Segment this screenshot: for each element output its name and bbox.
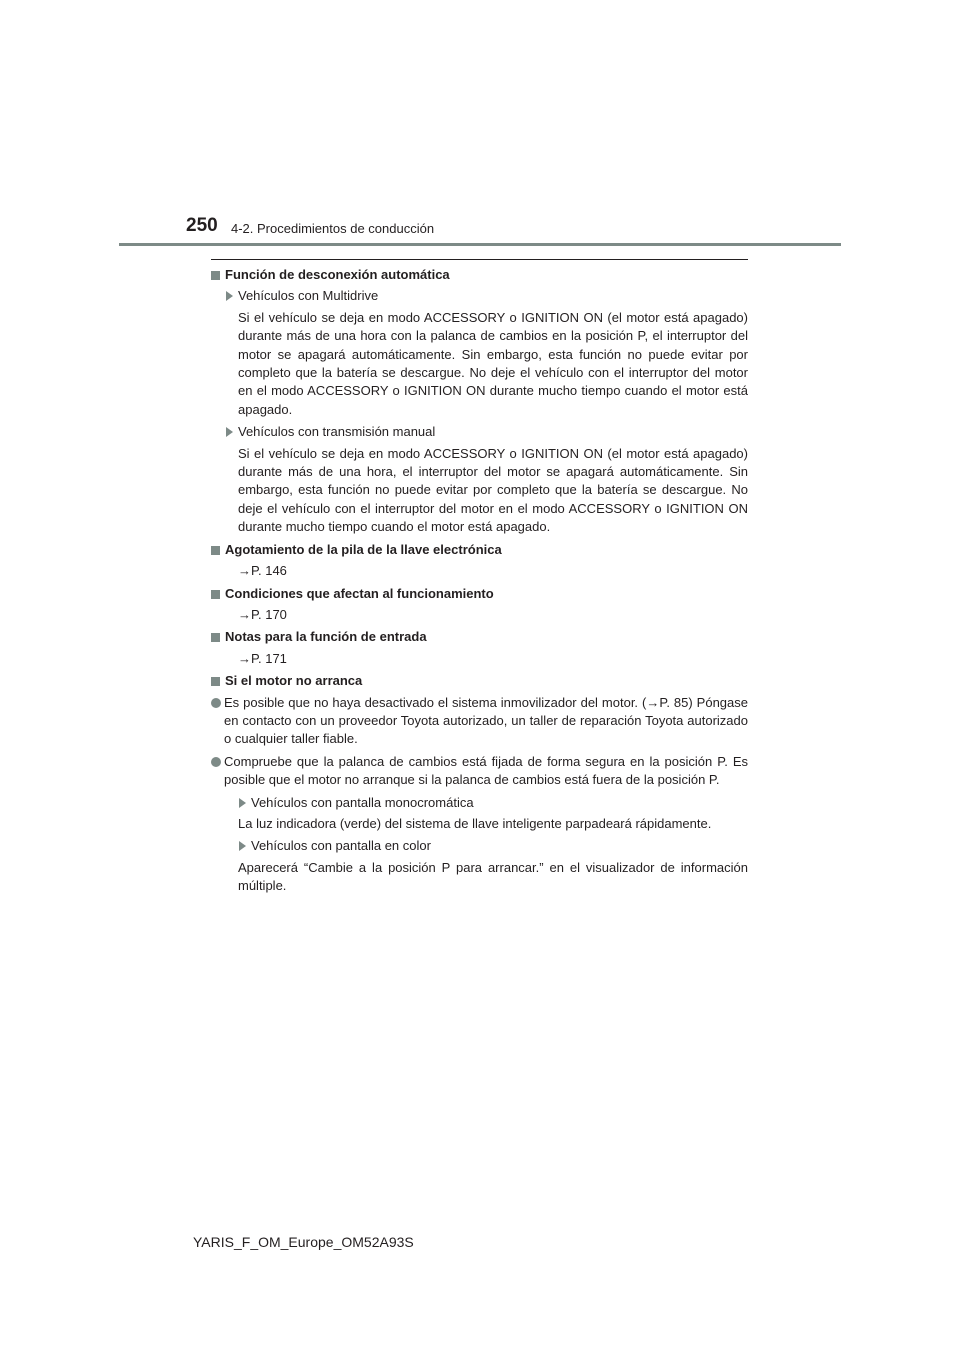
subheading-text: Vehículos con transmisión manual (238, 424, 436, 440)
header-rule (119, 243, 841, 246)
triangle-bullet-icon (226, 427, 233, 437)
conditions-section (211, 585, 748, 625)
triangle-bullet-icon (226, 291, 233, 301)
square-bullet-icon (211, 271, 220, 280)
list-item (211, 753, 748, 790)
no-start-section (211, 672, 748, 895)
page-number: 250 (186, 215, 218, 236)
square-bullet-icon (211, 677, 220, 686)
page-reference[interactable]: →P. 170 (238, 606, 287, 622)
paragraph: Si el vehículo se deja en modo ACCESSORY o IGNITION ON (el motor está apagado) durante más de una hora, el interruptor del motor se apagará automáticamente. Sin embargo, esta función no puede evitar por completo que la batería se descargue. No deje el vehículo con el interruptor del motor en el modo ACCESSORY o IGNITION ON durante mucho tiempo cuando el motor está apagado. (238, 445, 748, 535)
entry-notes-section (211, 628, 748, 668)
circle-bullet-icon (211, 698, 221, 708)
content-rule (211, 259, 748, 260)
subheading (211, 423, 748, 441)
paragraph: Aparecerá “Cambie a la posición P para arrancar.” en el visualizador de información múltiple. (238, 859, 748, 894)
paragraph: La luz indicadora (verde) del sistema de llave inteligente parpadeará rápidamente. (238, 815, 712, 831)
subheading (211, 837, 748, 855)
heading-text: Notas para la función de entrada (225, 629, 427, 645)
subheading (211, 287, 748, 305)
list-item-text: Es posible que no haya desactivado el sistema inmovilizador del motor. (→P. 85) Póngase en contacto con un proveedor Toyota autorizado, un taller de reparación Toyota autorizado o cualquier taller fiable. (224, 694, 748, 747)
subheading-text: Vehículos con pantalla monocromática (251, 794, 474, 810)
battery-section (211, 541, 748, 581)
list-item-text: Compruebe que la palanca de cambios está fijada de forma segura en la posición P. Es posible que el motor no arranque si la palanca de cambios está fuera de la posición P. (224, 753, 748, 788)
subheading-text: Vehículos con pantalla en color (251, 838, 431, 854)
section-heading (211, 628, 748, 646)
subheading (211, 794, 748, 812)
list-item (211, 694, 748, 749)
section-title: 4-2. Procedimientos de conducción (231, 221, 435, 236)
section-heading (211, 672, 748, 690)
square-bullet-icon (211, 633, 220, 642)
triangle-bullet-icon (239, 841, 246, 851)
square-bullet-icon (211, 546, 220, 555)
auto-off-section (211, 266, 748, 537)
page-reference[interactable]: →P. 171 (238, 650, 287, 666)
subheading-text: Vehículos con Multidrive (238, 288, 379, 304)
page-reference[interactable]: →P. 146 (238, 563, 287, 579)
circle-bullet-icon (211, 757, 221, 767)
section-heading (211, 266, 748, 284)
section-heading (211, 585, 748, 603)
square-bullet-icon (211, 590, 220, 599)
section-heading (211, 541, 748, 559)
document-code: YARIS_F_OM_Europe_OM52A93S (193, 1234, 414, 1250)
heading-text: Agotamiento de la pila de la llave electrónica (225, 541, 502, 557)
heading-text: Función de desconexión automática (225, 267, 450, 282)
triangle-bullet-icon (239, 798, 246, 808)
heading-text: Si el motor no arranca (225, 673, 363, 689)
paragraph: Si el vehículo se deja en modo ACCESSORY o IGNITION ON (el motor está apagado) durante más de una hora con la palanca de cambios en la posición P, el interruptor del motor se apagará automáticamente. Sin embargo, esta función no puede evitar por completo que la batería se descargue. No deje el vehículo con el interruptor del motor en el modo ACCESSORY o IGNITION ON durante mucho tiempo cuando el motor está apagado. (238, 309, 748, 417)
content (211, 266, 748, 900)
heading-text: Condiciones que afectan al funcionamiento (225, 585, 494, 601)
